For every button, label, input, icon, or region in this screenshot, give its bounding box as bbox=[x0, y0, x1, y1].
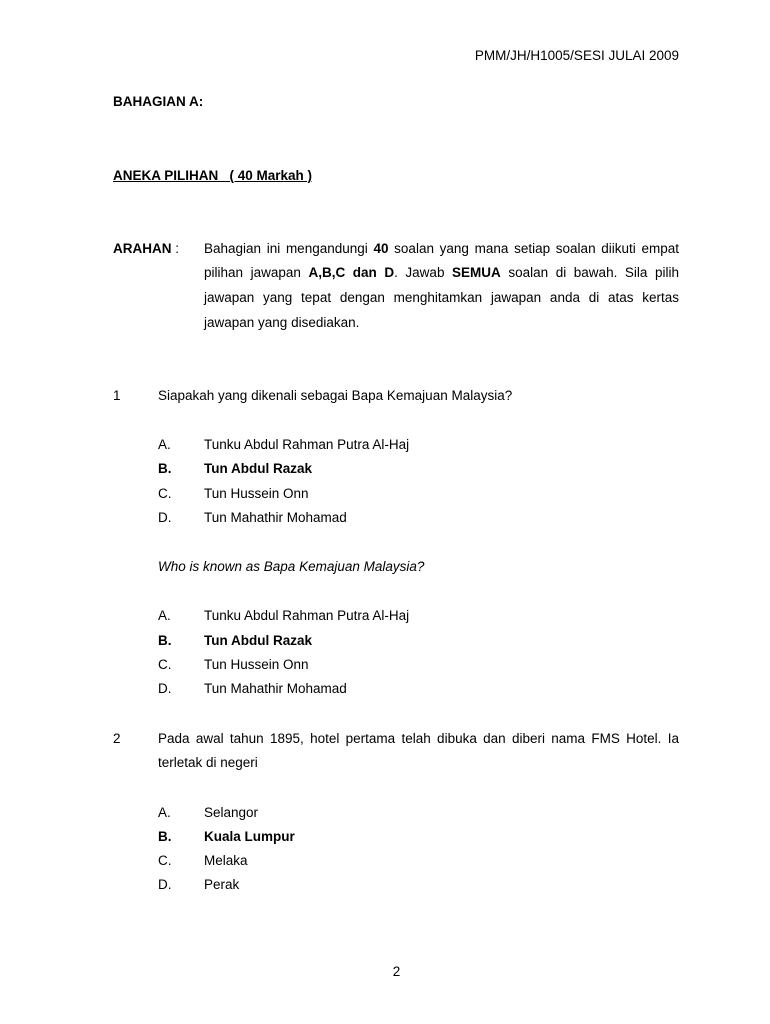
instr-text: soalan yang mana setiap soalan diikuti empat bbox=[388, 241, 679, 256]
option-letter: C. bbox=[158, 853, 172, 868]
option-letter: D. bbox=[158, 681, 172, 696]
question-text: Siapakah yang dikenali sebagai Bapa Kemajuan Malaysia? bbox=[158, 388, 513, 403]
instructions-colon: : bbox=[171, 241, 180, 256]
instr-options: A,B,C dan D bbox=[308, 265, 395, 280]
option-letter: A. bbox=[158, 608, 171, 623]
option-text-answer: Tun Abdul Razak bbox=[204, 633, 312, 648]
page-number: 2 bbox=[392, 964, 401, 979]
option-letter: D. bbox=[158, 510, 172, 525]
option-text: Tunku Abdul Rahman Putra Al-Haj bbox=[204, 437, 410, 452]
option-letter: D. bbox=[158, 877, 172, 892]
instr-question-count: 40 bbox=[373, 241, 389, 256]
option-text-answer: Tun Abdul Razak bbox=[204, 461, 312, 476]
question-text-line-2: terletak di negeri bbox=[158, 755, 258, 770]
question-translation: Who is known as Bapa Kemajuan Malaysia? bbox=[158, 559, 425, 574]
section-title: BAHAGIAN A: bbox=[113, 94, 204, 109]
option-text: Tun Hussein Onn bbox=[204, 657, 309, 672]
option-text: Selangor bbox=[204, 805, 259, 820]
instructions-line-4: jawapan yang disediakan. bbox=[204, 315, 360, 330]
option-text: Melaka bbox=[204, 853, 248, 868]
option-letter: A. bbox=[158, 805, 171, 820]
question-number: 2 bbox=[113, 731, 121, 746]
instr-text: pilihan jawapan bbox=[204, 265, 309, 280]
instructions-label-text: ARAHAN bbox=[113, 241, 172, 256]
document-code: PMM/JH/H1005/SESI JULAI 2009 bbox=[474, 48, 679, 63]
option-letter: C. bbox=[158, 486, 172, 501]
option-text: Perak bbox=[204, 877, 240, 892]
instructions-label bbox=[113, 241, 179, 256]
option-letter: B. bbox=[158, 461, 172, 476]
question-text-line-1: Pada awal tahun 1895, hotel pertama telah dibuka dan diberi nama FMS Hotel. Ia bbox=[158, 731, 679, 746]
option-text-answer: Kuala Lumpur bbox=[204, 829, 295, 844]
section-subtitle: ANEKA PILIHAN ( 40 Markah ) bbox=[113, 168, 313, 183]
option-letter: B. bbox=[158, 633, 172, 648]
instructions-line-1 bbox=[204, 241, 679, 256]
option-letter: A. bbox=[158, 437, 171, 452]
option-text: Tun Hussein Onn bbox=[204, 486, 309, 501]
instructions-line-3: jawapan yang tepat dengan menghitamkan jawapan anda di atas kertas bbox=[204, 290, 679, 305]
instr-text: Bahagian ini mengandungi bbox=[204, 241, 374, 256]
instr-text: . Jawab bbox=[394, 265, 453, 280]
question-number: 1 bbox=[113, 388, 121, 403]
option-text: Tunku Abdul Rahman Putra Al-Haj bbox=[204, 608, 410, 623]
instr-text: soalan di bawah. Sila pilih bbox=[500, 265, 679, 280]
option-text: Tun Mahathir Mohamad bbox=[204, 510, 347, 525]
option-letter: B. bbox=[158, 829, 172, 844]
option-letter: C. bbox=[158, 657, 172, 672]
instr-all: SEMUA bbox=[452, 265, 501, 280]
option-text: Tun Mahathir Mohamad bbox=[204, 681, 347, 696]
instructions-line-2 bbox=[204, 265, 679, 280]
